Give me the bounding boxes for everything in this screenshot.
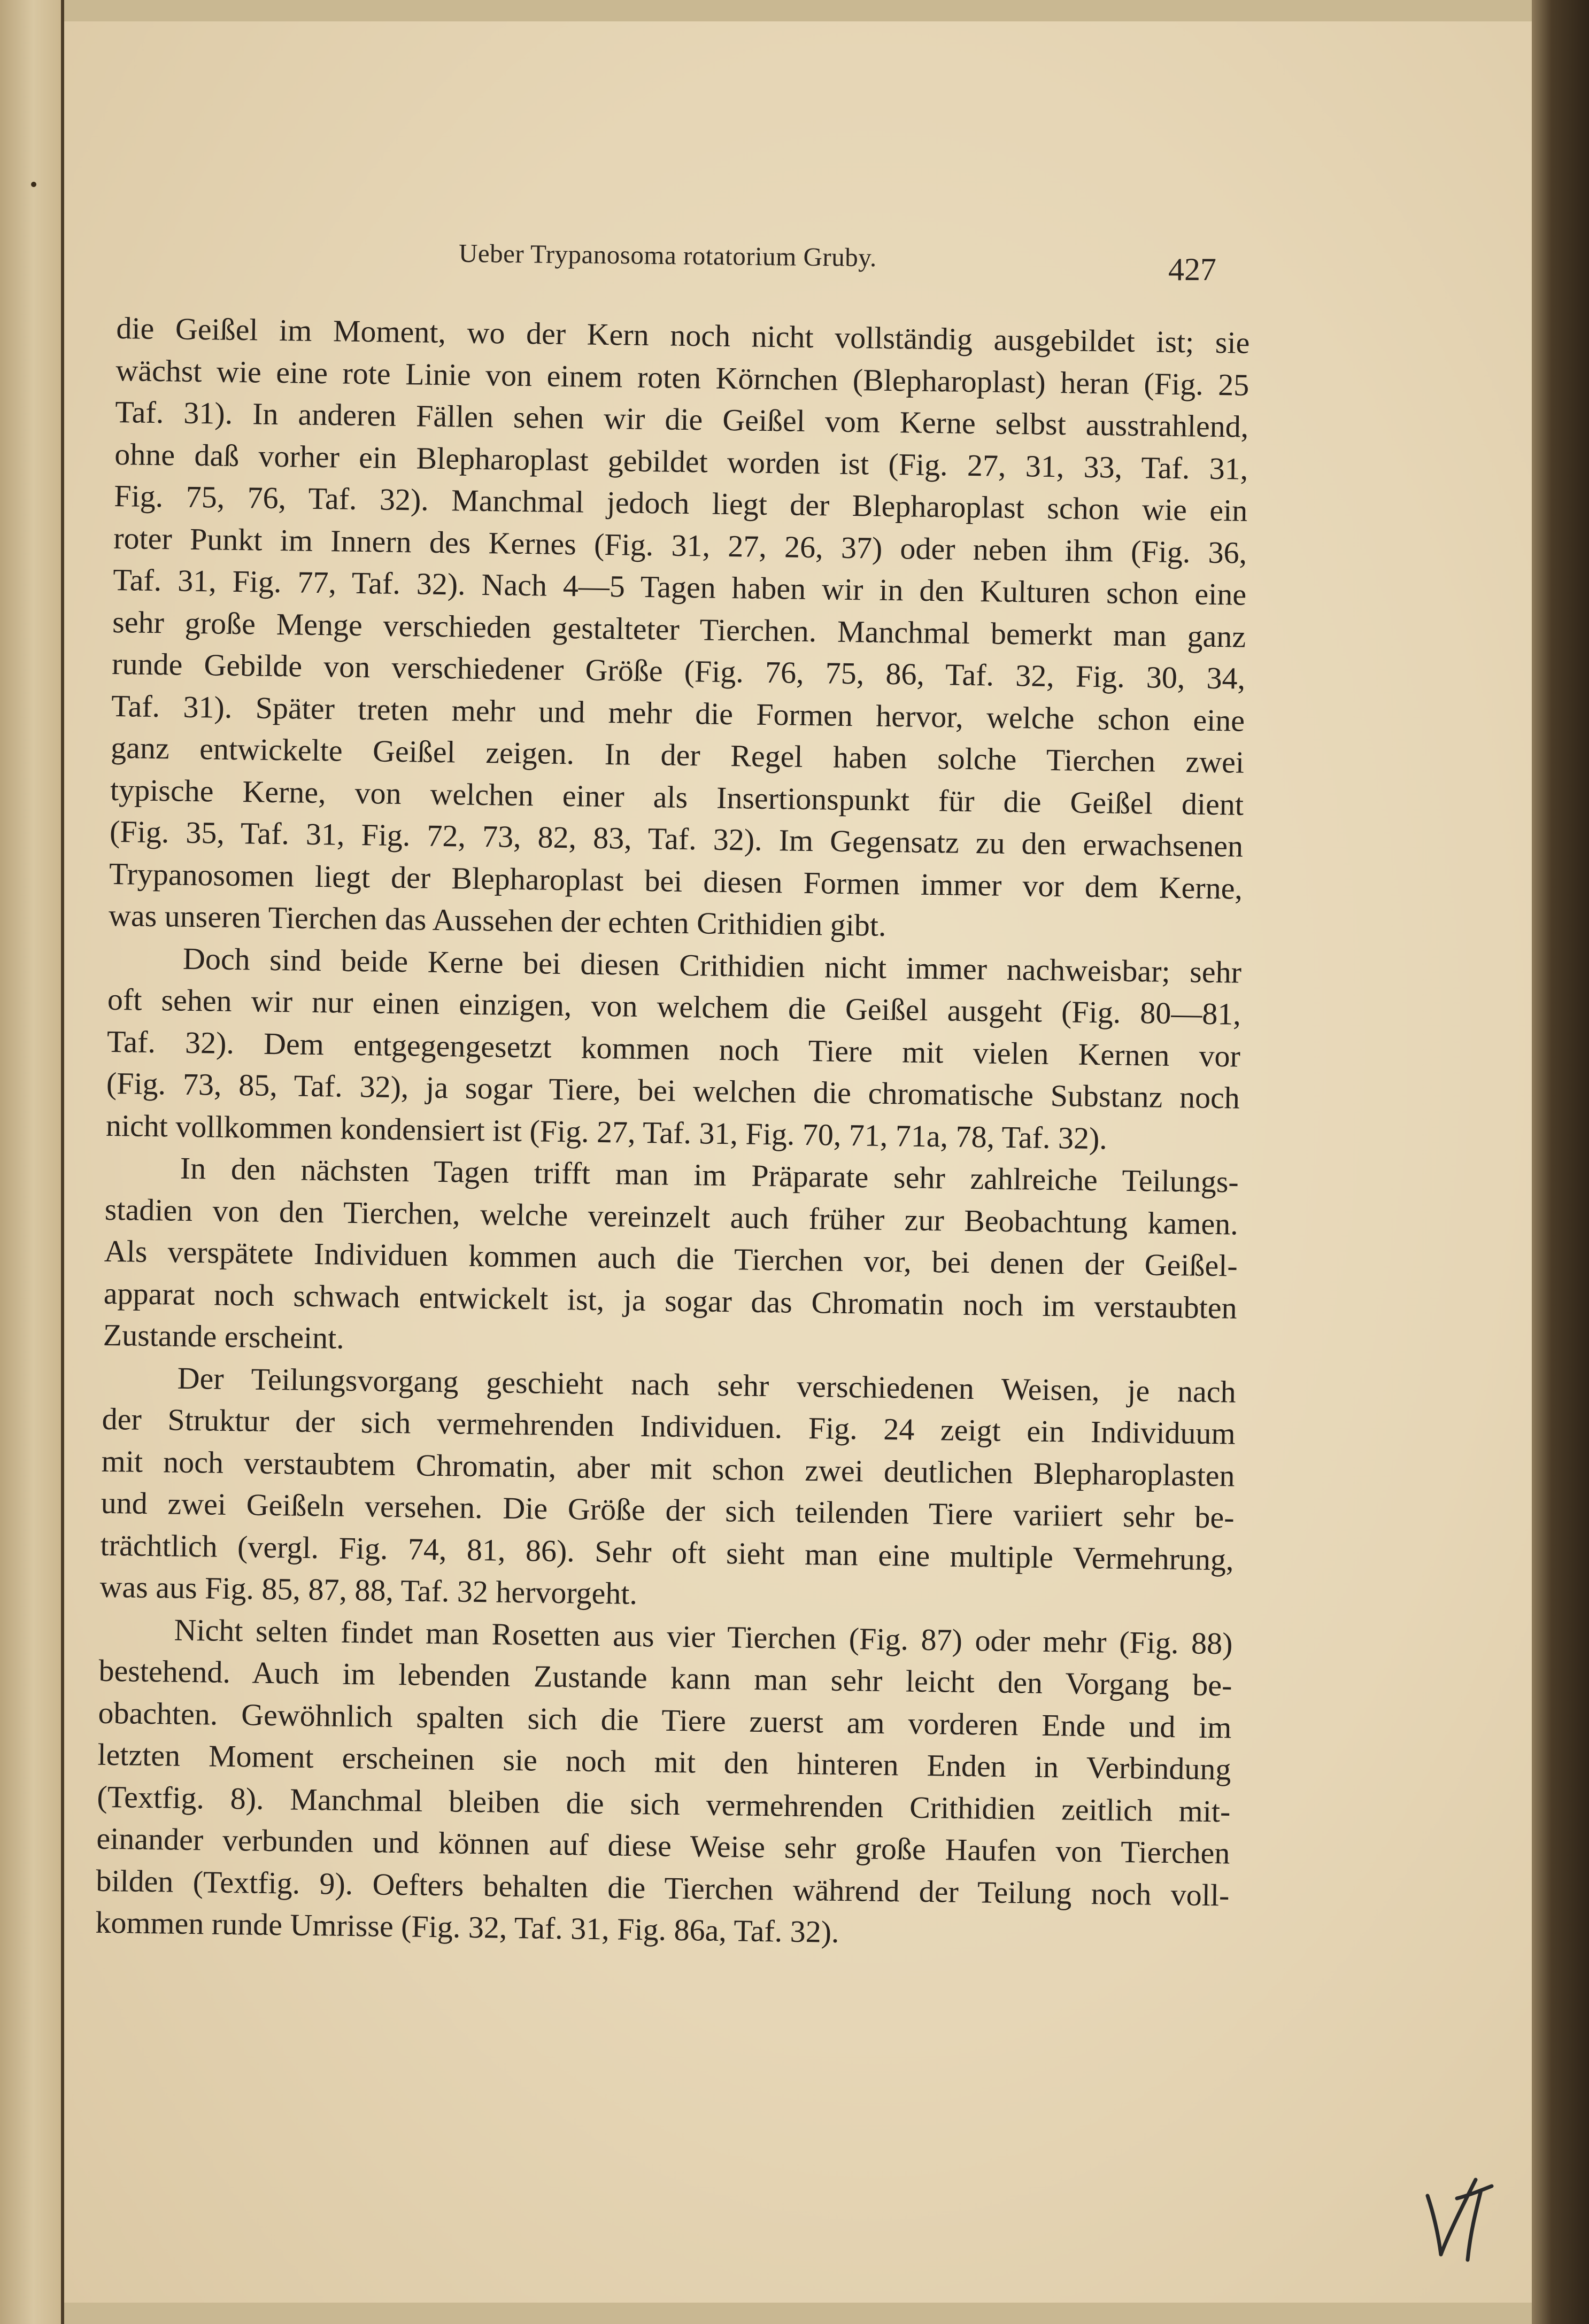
text-line: letzten Moment erscheinen sie noch mit den hinteren Enden in Verbindung <box>97 1737 1231 1787</box>
text-line: Taf. 31). Später treten mehr und mehr die Formen hervor, welche schon eine <box>111 688 1245 738</box>
running-head: Ueber Trypanosoma rotatorium Gruby. <box>458 238 877 273</box>
text-line: stadien von den Tierchen, welche vereinzelt auch früher zur Beobachtung kamen. <box>104 1191 1239 1242</box>
page-number: 427 <box>1168 252 1216 287</box>
text-line: Doch sind beide Kerne bei diesen Crithidien nicht immer nachweisbar; sehr <box>182 941 1242 990</box>
text-line: oft sehen wir nur einen einzigen, von welchem die Geißel ausgeht (Fig. 80—81, <box>107 981 1241 1032</box>
text-line: ohne daß vorher ein Blepharoplast gebildet worden ist (Fig. 27, 31, 33, Taf. 31, <box>114 436 1248 486</box>
text-line: apparat noch schwach entwickelt ist, ja sogar das Chromatin noch im verstaubten <box>103 1275 1238 1326</box>
text-line: der Struktur der sich vermehrenden Individuen. Fig. 24 zeigt ein Individuum <box>102 1401 1236 1451</box>
text-line: Als verspätete Individuen kommen auch die Tierchen vor, bei denen der Geißel- <box>104 1233 1238 1283</box>
text-line: trächtlich (vergl. Fig. 74, 81, 86). Sehr oft sieht man eine multiple Vermehrung, <box>100 1527 1234 1577</box>
text-line: (Fig. 35, Taf. 31, Fig. 72, 73, 82, 83, Taf. 32). Im Gegensatz zu den erwachsenen <box>109 814 1244 864</box>
binding-hole <box>31 182 36 187</box>
text-line: (Textfig. 8). Manchmal bleiben die sich vermehrenden Crithidien zeitlich mit- <box>97 1779 1231 1829</box>
text-line: die Geißel im Moment, wo der Kern noch nicht vollständig ausgebildet ist; sie <box>116 310 1250 360</box>
text-line: runde Gebilde von verschiedener Größe (Fig. 76, 75, 86, Taf. 32, Fig. 30, 34, <box>111 646 1246 696</box>
text-line: einander verbunden und können auf diese Weise sehr große Haufen von Tierchen <box>96 1821 1230 1871</box>
text-line: Trypanosomen liegt der Blepharoplast bei diesen Formen immer vor dem Kerne, <box>109 856 1243 906</box>
text-line: was aus Fig. 85, 87, 88, Taf. 32 hervorgeht. <box>99 1569 638 1611</box>
text-line: Fig. 75, 76, Taf. 32). Manchmal jedoch liegt der Blepharoplast schon wie ein <box>113 478 1248 528</box>
text-line: obachten. Gewöhnlich spalten sich die Tiere zuerst am vorderen Ende und im <box>98 1695 1232 1745</box>
text-line: (Fig. 73, 85, Taf. 32), ja sogar Tiere, bei welchen die chromatische Substanz noch <box>106 1065 1240 1115</box>
text-line: kommen runde Umrisse (Fig. 32, Taf. 31, Fig. 86a, Taf. 32). <box>95 1904 840 1949</box>
text-line: roter Punkt im Innern des Kernes (Fig. 31, 27, 26, 37) oder neben ihm (Fig. 36, <box>113 520 1247 570</box>
text-line: bestehend. Auch im lebenden Zustande kann man sehr leicht den Vorgang be- <box>98 1653 1232 1703</box>
text-line: mit noch verstaubtem Chromatin, aber mit schon zwei deutlichen Blepharoplasten <box>101 1443 1235 1493</box>
text-line: Nicht selten findet man Rosetten aus vier Tierchen (Fig. 87) oder mehr (Fig. 88) <box>174 1612 1233 1661</box>
text-line: wächst wie eine rote Linie von einem roten Körnchen (Blepharoplast) heran (Fig. 25 <box>115 352 1249 402</box>
text-line: ganz entwickelte Geißel zeigen. In der Regel haben solche Tierchen zwei <box>110 730 1245 780</box>
text-line: Zustande erscheint. <box>103 1317 345 1355</box>
text-line: sehr große Menge verschieden gestalteter Tierchen. Manchmal bemerkt man ganz <box>112 604 1246 654</box>
text-line: Der Teilungsvorgang geschieht nach sehr verschiedenen Weisen, je nach <box>177 1360 1237 1409</box>
text-line: und zwei Geißeln versehen. Die Größe der sich teilenden Tiere variiert sehr be- <box>101 1485 1235 1535</box>
text-line: nicht vollkommen kondensiert ist (Fig. 27, Taf. 31, Fig. 70, 71, 71a, 78, Taf. 32). <box>105 1107 1108 1156</box>
text-line: bilden (Textfig. 9). Oefters behalten die Tierchen während der Teilung noch voll- <box>96 1863 1230 1912</box>
text-line: was unseren Tierchen das Aussehen der echten Crithidien gibt. <box>108 897 886 943</box>
adjacent-page-edge <box>0 0 64 2324</box>
page-shadow-edge <box>1532 0 1589 2324</box>
text-line: Taf. 31, Fig. 77, Taf. 32). Nach 4—5 Tagen haben wir in den Kulturen schon eine <box>112 562 1247 612</box>
text-line: Taf. 31). In anderen Fällen sehen wir die Geißel vom Kerne selbst ausstrahlend, <box>115 394 1249 444</box>
text-line: Taf. 32). Dem entgegengesetzt kommen noch Tiere mit vielen Kernen vor <box>106 1024 1241 1074</box>
body-text <box>95 307 1250 1958</box>
text-line: typische Kerne, von welchen einer als Insertionspunkt für die Geißel dient <box>110 772 1244 822</box>
text-line: In den nächsten Tagen trifft man im Präparate sehr zahlreiche Teilungs- <box>180 1150 1239 1199</box>
handwritten-page-mark <box>1411 2174 1497 2265</box>
